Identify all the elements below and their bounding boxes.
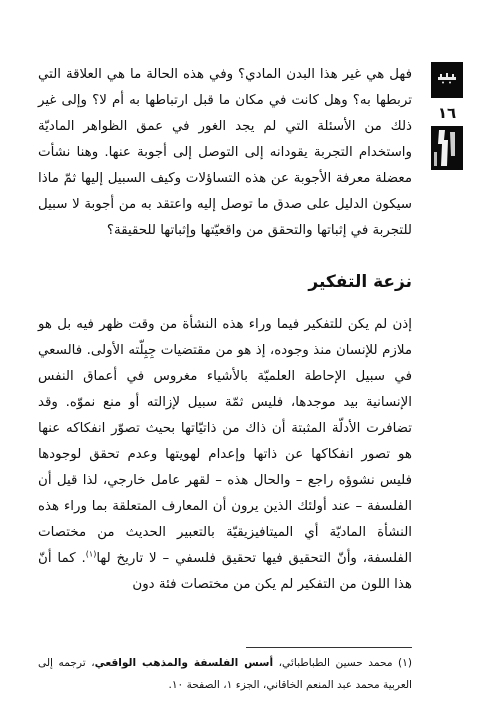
paragraph-thinking-tail: . كما أنّ هذا اللون من التفكير لم يكن من مختصات فئة دون [38,551,412,592]
footnote-suffix: ، ترجمه إلى العربية محمد عبد المنعم الخاقاني، الجزء ١، الصفحة ١٠. [38,657,412,691]
paragraph-thinking-main: إذن لم يكن للتفكير فيما وراء هذه النشأة من وقت ظهر فيه بل هو ملازم للإنسان منذ وجوده، إذ هو من مقتضيات جِبِلّته الأولى. فالسعي في سبيل الإحاطة العلميّة بالأشياء مغروس في أعماق النفس الإنسانية بيد موجدها، فليس ثمّة سبيل لإزالته أو منع نموّه. وقد تضافرت الأدلّة المثبتة أن ذاك من ذاتيّاتها بحيث تصوّر انفكاكه عنها هو تصور انفكاكها عن ذاتها وإعدام لهويتها وعدم تحقق لوجودها فليس نشوؤه راجع – والحال هذه – لقهر عامل خارجي، لذا قيل أن الفلسفة – عند أولئك الذين يرون أن المعارف المتعلقة بما وراء هذه النشأة الماديّة أي الميتافيزيقيّة بالتعبير الحديث من مختصات الفلسفة، وأنّ التحقيق فيها تحقيق فلسفي – لا تاريخ لها [38,317,412,566]
chapter-tab-marker [431,62,463,98]
figure-silhouette-icon [431,126,463,170]
paragraph-intro: فهل هي غير هذا البدن المادي؟ وفي هذه الحالة ما هي العلاقة التي تربطها به؟ وهل كانت في مكان ما قبل ارتباطها به أم لا؟ وإلى غير ذلك من الأسئلة التي لم يجد الغور في عمق الظواهر الماديّة واستخدام التجربة يقودانه إلى التوصل إلى أجوبة عنها. وهنا نشأت معضلة معرفة الأجوبة عن هذه التساؤلات وكيف السبيل إليها ثمّ ماذا سيكون الدليل على صدق ما توصل إليه واعتقد به من أجوبة لا سبيل للتجربة في إثباتها والتحقق من واقعيّتها وإثباتها للحقيقة؟ [38,67,412,238]
footnote-reference[interactable]: (١) [85,549,97,559]
paragraph-thinking [38,312,412,598]
side-photo-image [431,126,463,170]
footnote [38,652,412,696]
page-number: ١٦ [437,104,457,122]
footnote-divider [246,647,412,648]
chapter-emblem-icon [437,72,457,84]
footnote-prefix: (١) محمد حسين الطباطبائي، [273,657,413,669]
footnote-book-title: أسس الفلسفة والمذهب الواقعي [94,657,274,669]
section-heading: نزعة التفكير [308,272,412,292]
